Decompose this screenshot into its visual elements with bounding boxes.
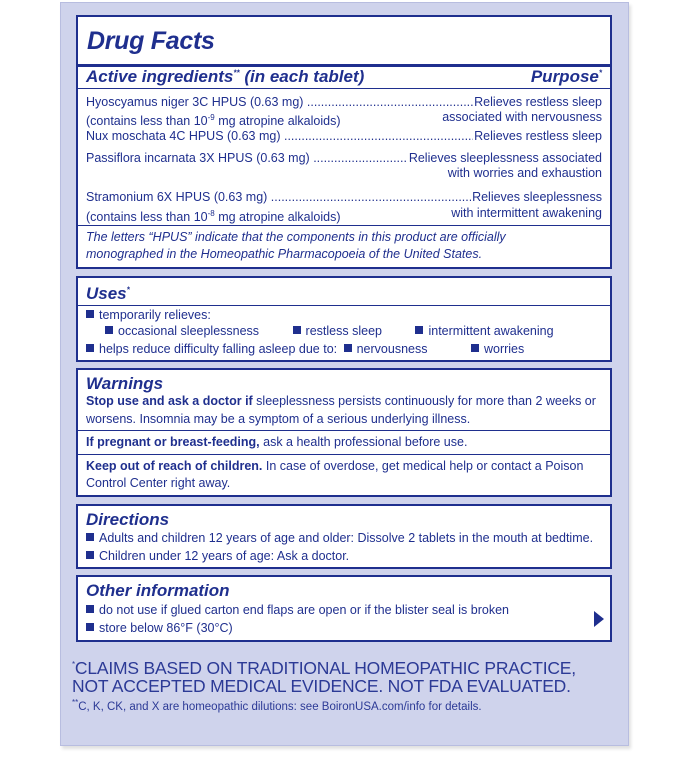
- directions-heading: Directions: [86, 510, 170, 529]
- ingredient-row: Nux moschata 4C HPUS (0.63 mg) ..... Relieves restless sleep: [86, 129, 602, 144]
- uses-line2: helps reduce difficulty falling asleep due to: nervousness worries: [86, 342, 602, 357]
- direction-item: Adults and children 12 years of age and older: Dissolve 2 tablets in the mouth at bedtime.: [86, 531, 602, 546]
- ingredient-row: Hyoscyamus niger 3C HPUS (0.63 mg) ..... Relieves restless sleep: [86, 95, 602, 110]
- use-item: occasional sleeplessness: [118, 324, 260, 338]
- bullet-square-icon: [86, 605, 94, 613]
- bullet-square-icon: [105, 326, 113, 334]
- ingredient-row: Stramonium 6X HPUS (0.63 mg) ..... Relieves sleeplessness: [86, 190, 602, 205]
- warning-keep-out-cont: Control Center right away.: [86, 476, 231, 490]
- ingredient-row: (contains less than $10^{-8}$ mg atropine alkaloids) with intermittent awakening: [86, 206, 602, 225]
- bullet-square-icon: [86, 344, 94, 352]
- warning-stop-use: Stop use and ask a doctor if sleeplessness persists continuously for more than 2 weeks or: [86, 394, 596, 408]
- direction-item: Children under 12 years of age: Ask a doctor.: [86, 549, 602, 564]
- use-item: intermittent awakening: [428, 324, 554, 338]
- hpus-note-line2: monographed in the Homeopathic Pharmacopoeia of the United States.: [86, 247, 483, 261]
- bullet-square-icon: [86, 551, 94, 559]
- warnings-heading: Warnings: [86, 374, 164, 393]
- warnings-rule: [78, 430, 610, 431]
- active-rule: [78, 88, 610, 89]
- bullet-square-icon: [86, 310, 94, 318]
- uses-heading: Uses*: [86, 284, 130, 303]
- other-info-box: [76, 575, 612, 642]
- warnings-rule: [78, 454, 610, 455]
- note-rule: [78, 225, 610, 226]
- bullet-square-icon: [344, 344, 352, 352]
- use-item: worries: [483, 342, 525, 356]
- other-info-item: do not use if glued carton end flaps are open or if the blister seal is broken: [86, 603, 602, 618]
- use-item: restless sleep: [305, 324, 382, 338]
- uses-list: [105, 324, 602, 339]
- continue-arrow-icon: [594, 611, 604, 627]
- warning-keep-out: Keep out of reach of children. In case of overdose, get medical help or contact a Poison: [86, 459, 584, 473]
- other-info-heading: Other information: [86, 581, 230, 600]
- bullet-square-icon: [415, 326, 423, 334]
- drug-facts-title: Drug Facts: [87, 27, 215, 55]
- bullet-square-icon: [86, 533, 94, 541]
- bullet-square-icon: [471, 344, 479, 352]
- other-info-item: store below 86°F (30°C): [86, 621, 602, 636]
- ingredient-row: Passiflora incarnata 3X HPUS (0.63 mg) ..... Relieves sleeplessness associated: [86, 151, 602, 166]
- active-ingredients-heading: Active ingredients** (in each tablet): [86, 67, 365, 86]
- warning-stop-use-cont: worsens. Insomnia may be a symptom of a serious underlying illness.: [86, 412, 471, 426]
- claims-disclaimer: *CLAIMS BASED ON TRADITIONAL HOMEOPATHIC PRACTICE, NOT ACCEPTED MEDICAL EVIDENCE. NOT FDA EVALUATED.: [72, 657, 576, 696]
- use-item: nervousness: [356, 342, 428, 356]
- hpus-note-line1: The letters “HPUS” indicate that the components in this product are officially: [86, 230, 506, 244]
- warnings-box: [76, 368, 612, 497]
- warning-pregnant: If pregnant or breast-feeding, ask a health professional before use.: [86, 435, 468, 449]
- ingredient-row: (contains less than $10^{-9}$ mg atropine alkaloids) associated with nervousness: [86, 110, 602, 129]
- dilution-footnote: **C, K, CK, and X are homeopathic dilutions: see BoironUSA.com/info for details.: [72, 698, 482, 713]
- directions-box: [76, 504, 612, 569]
- purpose-heading: Purpose*: [530, 67, 602, 86]
- ingredient-row: with worries and exhaustion: [447, 166, 602, 180]
- bullet-square-icon: [86, 623, 94, 631]
- uses-intro: temporarily relieves:: [86, 308, 602, 323]
- drug-facts-active-box: [76, 15, 612, 269]
- uses-rule: [78, 305, 610, 306]
- bullet-square-icon: [293, 326, 301, 334]
- uses-box: [76, 276, 612, 362]
